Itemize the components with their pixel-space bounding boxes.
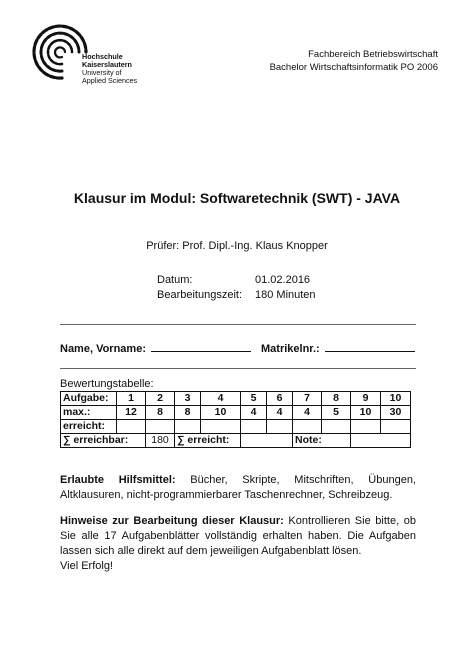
max-cell: 4	[293, 406, 322, 420]
name-label: Name, Vorname:	[60, 343, 146, 355]
max-cell: 5	[322, 406, 351, 420]
max-cell: 10	[351, 406, 381, 420]
grading-table	[60, 391, 411, 448]
sum-row	[61, 434, 411, 448]
achieved-cell[interactable]	[381, 420, 411, 434]
achieved-cell[interactable]	[293, 420, 322, 434]
task-cell: 5	[241, 392, 267, 406]
name-field[interactable]	[151, 350, 251, 352]
task-cell: 8	[322, 392, 351, 406]
logo-line-2: Kaiserslautern	[82, 60, 132, 69]
exam-title: Klausur im Modul: Softwaretechnik (SWT) - JAVA	[73, 190, 401, 206]
logo-line-4: Applied Sciences	[82, 76, 138, 85]
achieved-cell[interactable]	[351, 420, 381, 434]
matrikel-label: Matrikelnr.:	[261, 343, 320, 355]
task-cell: 1	[117, 392, 146, 406]
achieved-row	[61, 420, 411, 434]
task-cell: 6	[267, 392, 293, 406]
achieved-cell[interactable]	[322, 420, 351, 434]
achieved-header: erreicht:	[61, 420, 117, 434]
allowed-aids	[60, 473, 416, 503]
date-value: 01.02.2016	[255, 274, 311, 286]
max-cell: 12	[117, 406, 146, 420]
max-cell: 4	[267, 406, 293, 420]
task-cell: 3	[175, 392, 201, 406]
achieved-cell[interactable]	[146, 420, 175, 434]
instructions	[60, 514, 416, 574]
task-cell: 4	[201, 392, 241, 406]
examiner: Prüfer: Prof. Dipl.-Ing. Klaus Knopper	[146, 240, 328, 252]
task-cell: 9	[351, 392, 381, 406]
max-cell: 8	[175, 406, 201, 420]
sum-achieved-value[interactable]	[241, 434, 293, 448]
divider-top	[60, 324, 416, 325]
achieved-cell[interactable]	[241, 420, 267, 434]
university-name	[82, 53, 137, 85]
logo-line-1: Hochschule	[82, 52, 123, 61]
max-cell: 30	[381, 406, 411, 420]
sum-achieved-label: ∑ erreicht:	[175, 434, 241, 448]
task-row	[61, 392, 411, 406]
department: Fachbereich Betriebswirtschaft	[308, 49, 438, 60]
achieved-cell[interactable]	[201, 420, 241, 434]
logo-line-3: University of	[82, 68, 122, 77]
max-cell: 8	[146, 406, 175, 420]
max-cell: 10	[201, 406, 241, 420]
grading-table-label: Bewertungstabelle:	[60, 378, 154, 390]
achieved-cell[interactable]	[175, 420, 201, 434]
max-cell: 4	[241, 406, 267, 420]
exam-info	[157, 273, 316, 303]
duration-value: 180 Minuten	[255, 289, 316, 301]
max-header: max.:	[61, 406, 117, 420]
grade-value[interactable]	[351, 434, 411, 448]
sum-achievable-label: ∑ erreichbar:	[61, 434, 146, 448]
divider-bottom	[60, 368, 416, 369]
matrikel-field[interactable]	[325, 350, 415, 352]
instructions-text: Kontrollieren Sie bitte, ob Sie alle 17 Aufgabenblätter vollständig erhalten haben. Die Aufgaben lassen sich alle direkt auf dem jeweiligen Aufgabenblatt lösen.	[60, 515, 416, 557]
task-cell: 10	[381, 392, 411, 406]
date-label: Datum:	[157, 274, 193, 286]
grade-label: Note:	[293, 434, 351, 448]
closing: Viel Erfolg!	[60, 560, 113, 572]
achieved-cell[interactable]	[117, 420, 146, 434]
sum-achievable-value: 180	[146, 434, 175, 448]
task-header: Aufgabe:	[61, 392, 117, 406]
instructions-label: Hinweise zur Bearbeitung dieser Klausur:	[60, 515, 284, 527]
achieved-cell[interactable]	[267, 420, 293, 434]
task-cell: 7	[293, 392, 322, 406]
department-header	[270, 48, 438, 74]
task-cell: 2	[146, 392, 175, 406]
student-fields	[60, 343, 415, 355]
university-logo-icon	[28, 22, 90, 84]
allowed-aids-text: Bücher, Skripte, Mitschriften, Übungen, Altklausuren, nicht-programmierbarer Taschenrechner, Schreibzeug.	[60, 474, 416, 501]
allowed-aids-label: Erlaubte Hilfsmittel:	[60, 474, 176, 486]
program: Bachelor Wirtschaftsinformatik PO 2006	[269, 62, 438, 73]
duration-label: Bearbeitungszeit:	[157, 289, 242, 301]
max-row	[61, 406, 411, 420]
